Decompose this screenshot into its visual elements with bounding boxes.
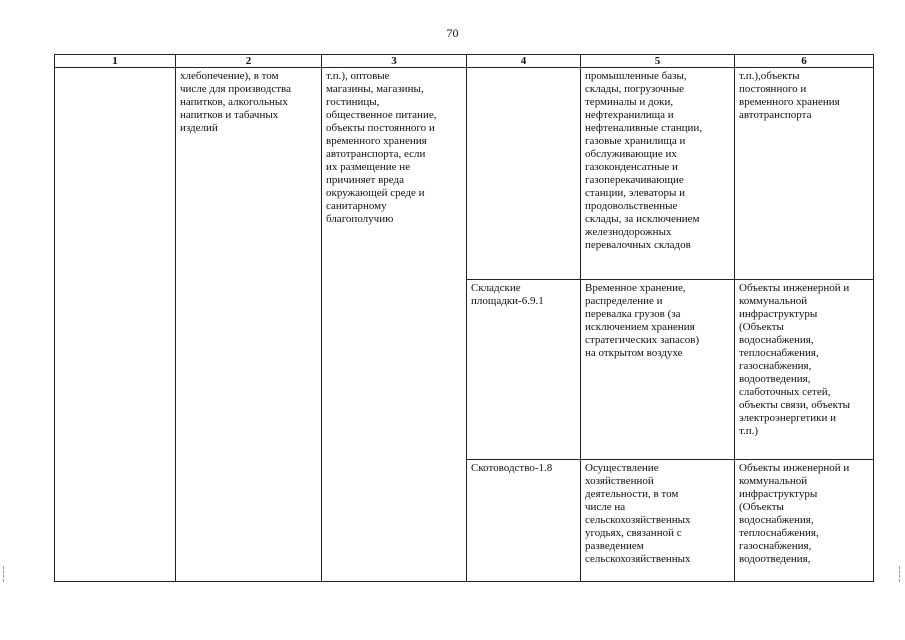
cell-col-5: Осуществление хозяйственной деятельности, в том числе на сельскохозяйственных угодьях, связанной с разведением сельскохозяйственных (581, 460, 735, 582)
cell-col-4: Скотоводство-1.8 (467, 460, 581, 582)
land-use-table (54, 54, 874, 582)
cell-col-3: т.п.), оптовые магазины, магазины, гостиницы, общественное питание, объекты постоянного и временного хранения автотранспорта, если их размещение не причиняет вреда окружающей среде и санитарному благополучию (322, 68, 467, 582)
cell-col-4: Складские площадки-6.9.1 (467, 280, 581, 460)
cell-col-5: Временное хранение, распределение и перевалка грузов (за исключением хранения стратегических запасов) на открытом воздухе (581, 280, 735, 460)
header-col-3: 3 (322, 55, 467, 68)
header-row (55, 55, 874, 68)
header-col-6: 6 (735, 55, 874, 68)
cell-col-2: хлебопечение), в том числе для производства напитков, алкогольных напитков и табачных изделий (176, 68, 322, 582)
table-row (55, 68, 874, 280)
cell-col-6: т.п.),объекты постоянного и временного хранения автотранспорта (735, 68, 874, 280)
cell-col-1 (55, 68, 176, 582)
header-col-2: 2 (176, 55, 322, 68)
header-col-1: 1 (55, 55, 176, 68)
header-col-4: 4 (467, 55, 581, 68)
header-col-5: 5 (581, 55, 735, 68)
scan-edge-mark-left (3, 566, 5, 582)
cell-col-5: промышленные базы, склады, погрузочные терминалы и доки, нефтехранилища и нефтеналивные станции, газовые хранилища и обслуживающие их газоконденсатные и газоперекачивающие станции, элеваторы и продовольственные склады, за исключением железнодорожных перевалочных складов (581, 68, 735, 280)
page-number: 70 (446, 26, 459, 40)
cell-col-4 (467, 68, 581, 280)
cell-col-6: Объекты инженерной и коммунальной инфраструктуры (Объекты водоснабжения, теплоснабжения, газоснабжения, водоотведения, слаботочных сетей, объекты связи, объекты электроэнергетики и т.п.) (735, 280, 874, 460)
cell-col-6: Объекты инженерной и коммунальной инфраструктуры (Объекты водоснабжения, теплоснабжения, газоснабжения, водоотведения, (735, 460, 874, 582)
scan-edge-mark-right (899, 566, 901, 582)
